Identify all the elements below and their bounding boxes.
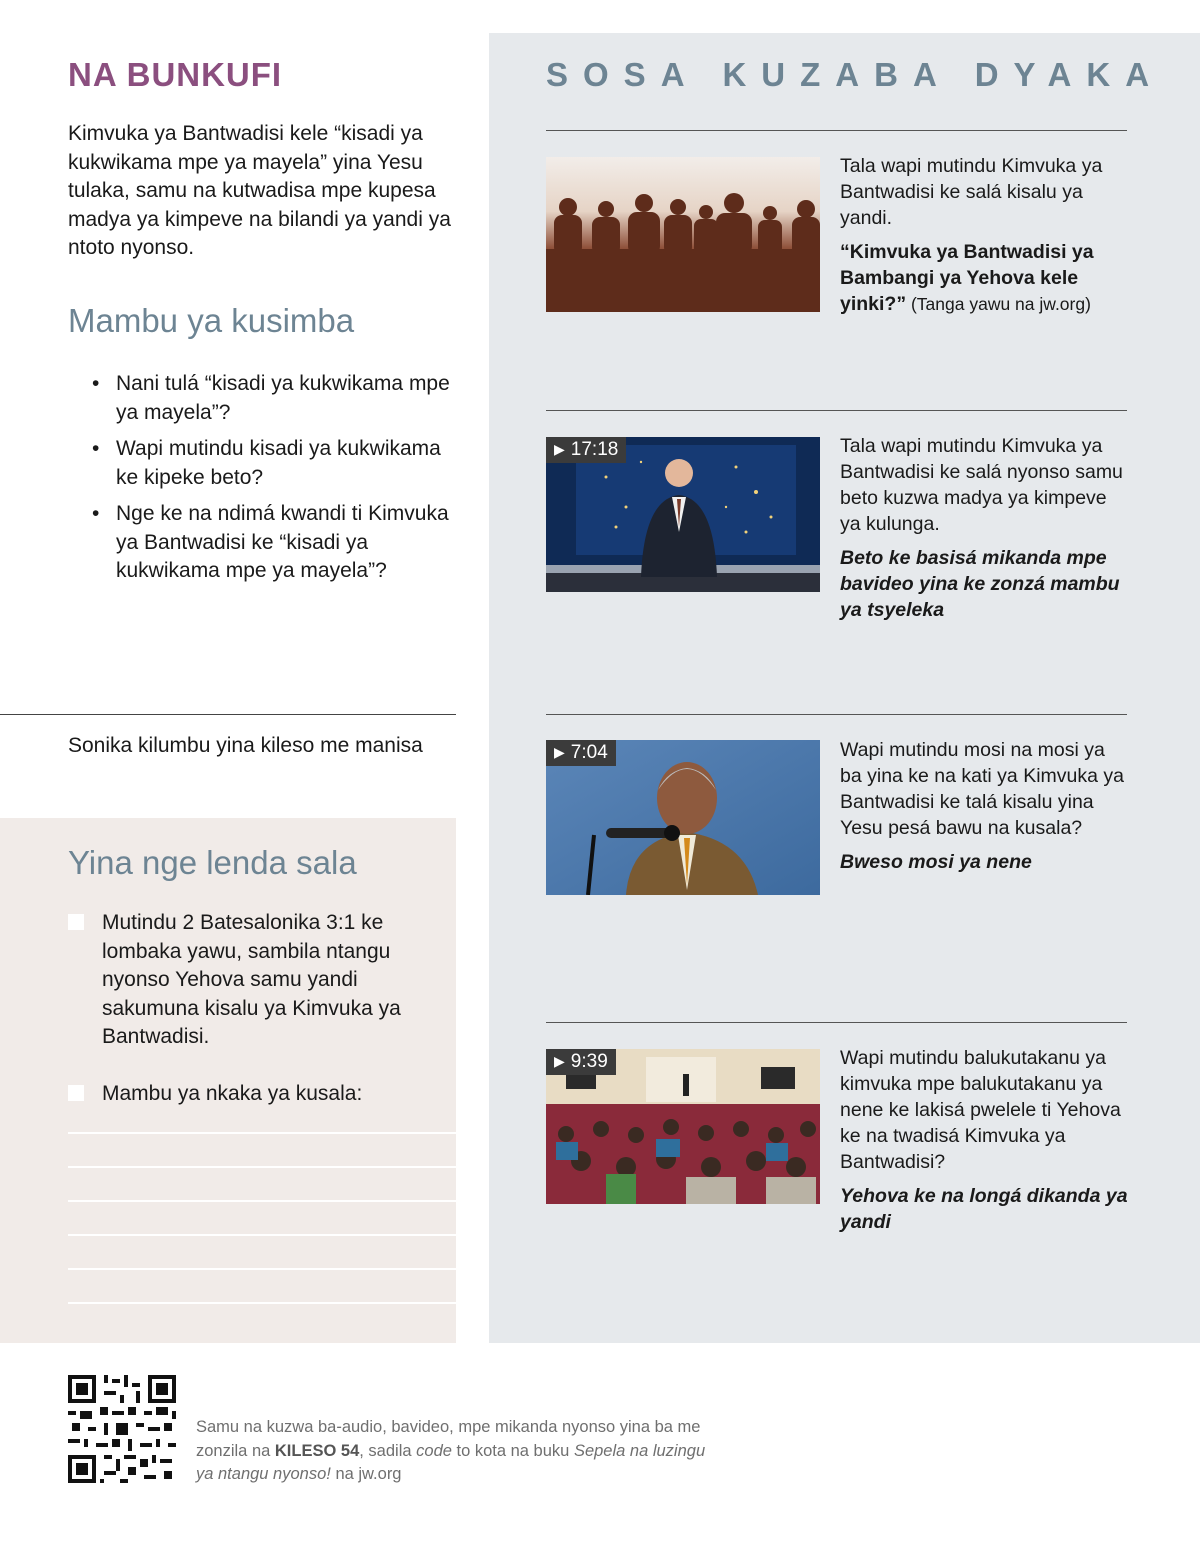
checkbox[interactable] — [68, 914, 84, 930]
intro-paragraph: Kimvuka ya Bantwadisi kele “kisadi ya kukwikama mpe ya mayela” yina Yesu tulaka, samu na kutwadisa mpe kupesa madya ya kimpeve na bilandi ya yandi ya ntoto nyonso. — [68, 122, 451, 259]
bullet-icon: • — [92, 437, 100, 460]
checklist-item: Mambu ya nkaka ya kusala: — [68, 1080, 438, 1109]
bullet-icon: • — [92, 502, 100, 525]
video-thumbnail[interactable] — [546, 437, 820, 592]
play-icon[interactable]: ▶ — [554, 744, 565, 760]
video-duration: ▶ 7:04 — [546, 740, 616, 766]
checklist-item: Mutindu 2 Batesalonika 3:1 ke lombaka yawu, sambila ntangu nyonso Yehova samu yandi sakumuna kisalu ya Kimvuka ya Bantwadisi. — [68, 909, 438, 1052]
question-item: • Nge ke na ndimá kwandi ti Kimvuka ya Bantwadisi ke “kisadi ya kukwikama mpe ya mayela”? — [92, 502, 449, 582]
divider — [0, 714, 456, 715]
question-item: • Wapi mutindu kisadi ya kukwikama ke kipeke beto? — [92, 437, 441, 489]
play-icon[interactable]: ▶ — [554, 1053, 565, 1069]
play-icon[interactable]: ▶ — [554, 441, 565, 457]
item-description: Tala wapi mutindu Kimvuka ya Bantwadisi ke salá nyonso samu beto kuzwa madya ya kimpeve ya kulunga. Beto ke basisá mikanda mpe bavideo yina ke zonzá mambu ya tsyeleka — [840, 433, 1130, 623]
divider — [546, 410, 1127, 411]
item-description: Wapi mutindu mosi na mosi ya ba yina ke na kati ya Kimvuka ya Bantwadisi ke talá kisalu yina Yesu pesá bawu na kusala? Bweso mosi ya nene — [840, 737, 1130, 875]
question-item: • Nani tulá “kisadi ya kukwikama mpe ya mayela”? — [92, 372, 450, 424]
video-thumbnail[interactable] — [546, 1049, 820, 1204]
divider — [546, 714, 1127, 715]
article-thumbnail[interactable] — [546, 157, 820, 312]
article-link[interactable]: “Kimvuka ya Bantwadisi ya Bambangi ya Yehova kele yinki?” — [840, 241, 1094, 315]
divider — [546, 1022, 1127, 1023]
completion-date-label: Sonika kilumbu yina kileso me manisa — [68, 734, 423, 757]
video-thumbnail[interactable] — [546, 740, 820, 895]
lesson-number: KILESO 54 — [274, 1441, 360, 1460]
try-this-heading: Yina nge lenda sala — [68, 844, 357, 881]
book-title: Sepela na luzingu ya ntangu nyonso! — [196, 1441, 706, 1483]
item-description: Wapi mutindu balukutakanu ya kimvuka mpe balukutakanu ya nene ke lakisá pwelele ti Yehova ke na twadisá Kimvuka ya Bantwadisi? Yehova ke na longá dikanda ya yandi — [840, 1045, 1130, 1235]
writing-lines[interactable] — [68, 1132, 456, 1336]
video-title-link[interactable]: Yehova ke na longá dikanda ya yandi — [840, 1185, 1128, 1233]
learn-more-heading: SOSA KUZABA DYAKA — [546, 56, 1165, 93]
bullet-icon: • — [92, 372, 100, 395]
video-title-link[interactable]: Beto ke basisá mikanda mpe bavideo yina ke zonzá mambu ya tsyeleka — [840, 547, 1120, 621]
consider-heading: Mambu ya kusimba — [68, 302, 355, 339]
video-duration: ▶ 9:39 — [546, 1049, 616, 1075]
footer-note: Samu na kuzwa ba-audio, bavideo, mpe mikanda nyonso yina ba me zonzila na KILESO 54, sadila code to kota na buku Sepela na luzingu ya ntangu nyonso! na jw.org — [196, 1418, 706, 1483]
qr-code-icon[interactable] — [68, 1375, 176, 1483]
video-title-link[interactable]: Bweso mosi ya nene — [840, 851, 1032, 873]
checkbox[interactable] — [68, 1085, 84, 1101]
section-title: NA BUNKUFI — [68, 56, 283, 93]
question-list — [92, 370, 457, 594]
item-description: Tala wapi mutindu Kimvuka ya Bantwadisi ke salá kisalu ya yandi. “Kimvuka ya Bantwadisi ya Bambangi ya Yehova kele yinki?” (Tanga yawu na jw.org) — [840, 155, 1103, 315]
divider — [546, 130, 1127, 131]
video-duration: ▶ 17:18 — [546, 437, 626, 463]
